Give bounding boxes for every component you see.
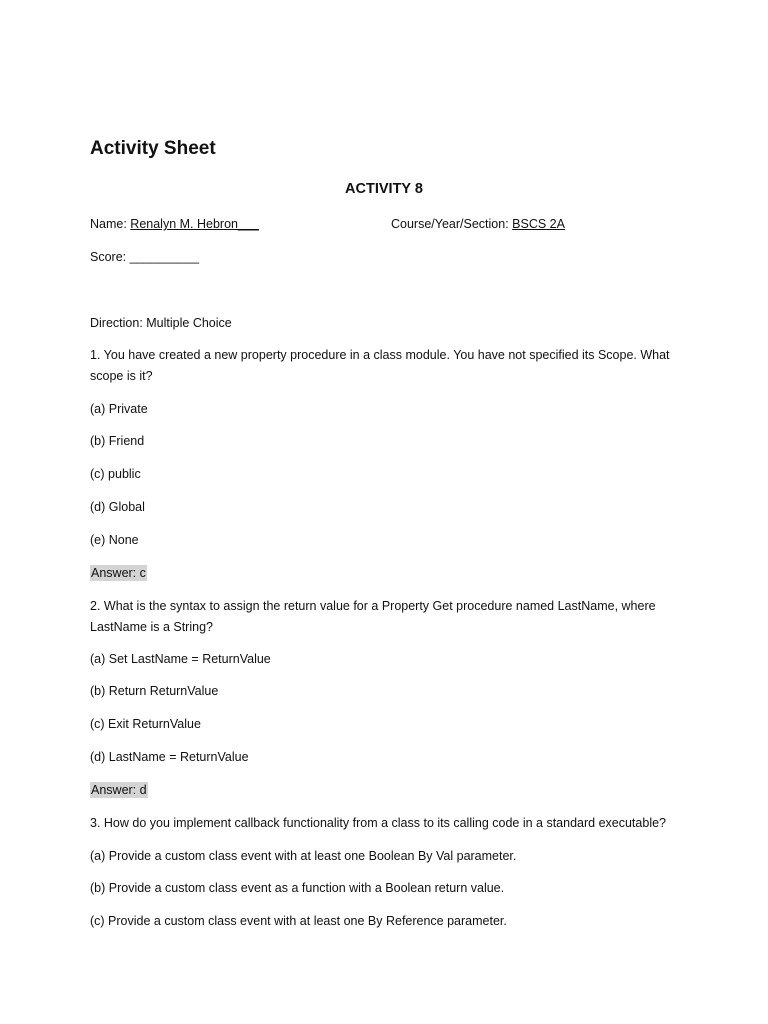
option-2b: (b) Return ReturnValue	[90, 684, 219, 698]
option-1a: (a) Private	[90, 402, 148, 416]
question-2: 2. What is the syntax to assign the return value for a Property Get procedure named LastName, where LastName is a String?	[90, 599, 656, 634]
name-value: Renalyn M. Hebron___	[130, 217, 259, 231]
course-value: BSCS 2A	[512, 217, 565, 231]
option-2c: (c) Exit ReturnValue	[90, 717, 201, 731]
answer-2	[90, 782, 148, 798]
option-1c: (c) public	[90, 467, 141, 481]
option-3b: (b) Provide a custom class event as a function with a Boolean return value.	[90, 881, 505, 895]
option-2a: (a) Set LastName = ReturnValue	[90, 652, 271, 666]
question-1: 1. You have created a new property procedure in a class module. You have not specified its Scope. What scope is it?	[90, 348, 670, 383]
answer-highlight: Answer: c	[91, 566, 146, 580]
direction-text: Direction: Multiple Choice	[90, 316, 232, 330]
page-title: Activity Sheet	[90, 138, 216, 159]
score-label: Score:	[90, 250, 130, 264]
option-3a: (a) Provide a custom class event with at least one Boolean By Val parameter.	[90, 849, 517, 863]
option-1d: (d) Global	[90, 500, 145, 514]
activity-heading: ACTIVITY 8	[345, 181, 423, 197]
option-3c: (c) Provide a custom class event with at least one By Reference parameter.	[90, 914, 507, 928]
score-blank: __________	[129, 250, 200, 264]
score-row	[90, 249, 199, 265]
option-1e: (e) None	[90, 533, 139, 547]
question-3: 3. How do you implement callback functionality from a class to its calling code in a standard executable?	[90, 816, 666, 830]
name-row	[90, 216, 259, 232]
answer-1	[90, 565, 147, 581]
name-label: Name:	[90, 217, 131, 231]
course-row	[391, 216, 565, 232]
option-1b: (b) Friend	[90, 434, 145, 448]
course-label: Course/Year/Section:	[391, 217, 513, 231]
option-2d: (d) LastName = ReturnValue	[90, 750, 249, 764]
answer-highlight: Answer: d	[91, 783, 147, 797]
